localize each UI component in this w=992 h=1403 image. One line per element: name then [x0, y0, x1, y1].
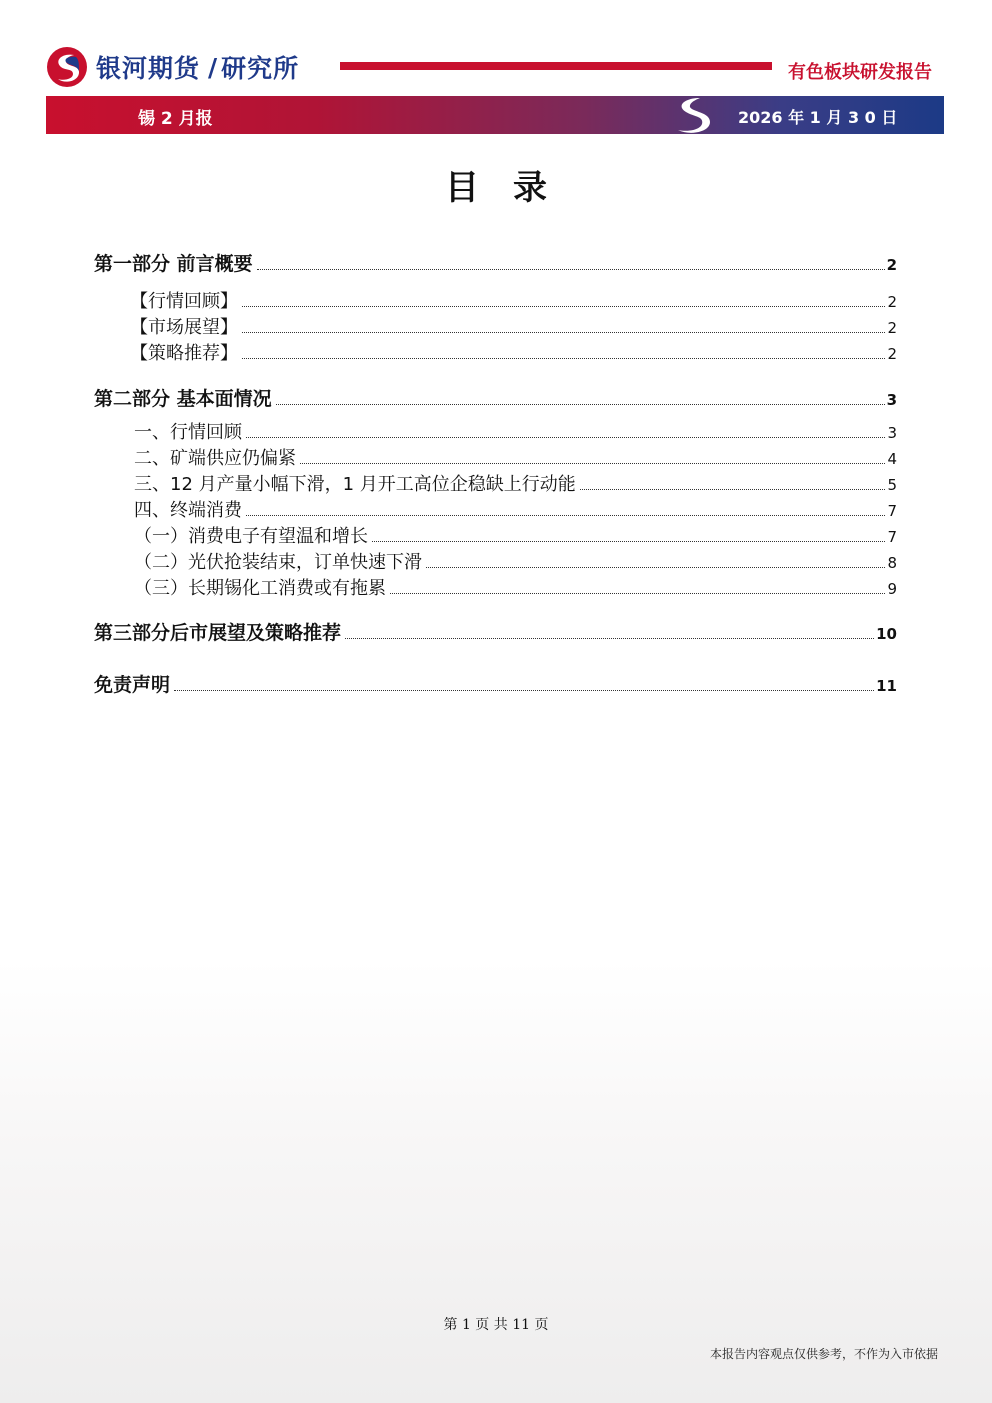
- toc-entry-strategy[interactable]: [130, 339, 897, 365]
- toc-leader: [246, 515, 885, 516]
- toc-label: 【市场展望】: [130, 317, 238, 338]
- toc-label: 【策略推荐】: [130, 343, 238, 364]
- toc-page-number: 2: [886, 256, 897, 274]
- toc-entry-subsection-2[interactable]: [134, 548, 897, 574]
- toc-leader: [390, 593, 885, 594]
- toc-entry-part3[interactable]: [94, 618, 897, 645]
- toc-label: （二）光伏抢装结束，订单快速下滑: [134, 552, 422, 573]
- toc-entry-part1[interactable]: [94, 249, 897, 276]
- toc-entry-market-review[interactable]: [130, 287, 897, 313]
- toc-leader: [276, 404, 885, 405]
- toc-label: 第三部分后市展望及策略推荐: [94, 622, 342, 644]
- toc-page-number: 9: [887, 580, 897, 598]
- toc-entry-section-4[interactable]: [134, 496, 897, 522]
- toc-entry-part2[interactable]: [94, 384, 897, 411]
- toc-label: 【行情回顾】: [130, 291, 238, 312]
- toc-label: （三）长期锡化工消费或有拖累: [134, 578, 386, 599]
- toc-label: 第二部分 基本面情况: [94, 388, 272, 410]
- report-category: 有色板块研发报告: [788, 62, 932, 83]
- galaxy-logo-icon: [46, 46, 88, 88]
- logo-separator: /: [208, 52, 218, 82]
- toc-entry-section-1[interactable]: [134, 418, 897, 444]
- toc-entry-section-3[interactable]: [134, 470, 897, 496]
- toc-page-number: 11: [876, 677, 897, 695]
- toc-entry-subsection-1[interactable]: [134, 522, 897, 548]
- toc-leader: [174, 690, 874, 691]
- toc-page-number: 5: [887, 476, 897, 494]
- toc-leader: [242, 332, 885, 333]
- page-footer-number: 第 1 页 共 11 页: [443, 1317, 549, 1333]
- toc-leader: [345, 638, 874, 639]
- company-logo: [46, 46, 299, 88]
- division-name: 研究所: [221, 54, 300, 83]
- header-band: [46, 96, 944, 134]
- toc-page-number: 7: [887, 528, 897, 546]
- toc-page-number: 3: [887, 424, 897, 442]
- toc-leader: [300, 463, 885, 464]
- toc-label: （一）消费电子有望温和增长: [134, 526, 368, 547]
- toc-label: 二、矿端供应仍偏紧: [134, 448, 296, 469]
- toc-label: 免责声明: [94, 674, 171, 696]
- toc-entry-subsection-3[interactable]: [134, 574, 897, 600]
- footer-disclaimer: 本报告内容观点仅供参考，不作为入市依据: [709, 1347, 938, 1361]
- toc-leader: [372, 541, 885, 542]
- toc-label: 三、12 月产量小幅下滑，1 月开工高位企稳缺上行动能: [134, 474, 576, 495]
- toc-page-number: 2: [887, 293, 897, 311]
- toc-label: 一、行情回顾: [134, 422, 242, 443]
- swoosh-icon: [670, 96, 714, 134]
- toc-leader: [257, 269, 885, 270]
- toc-page-number: 2: [887, 319, 897, 337]
- toc-title: 目录: [445, 168, 581, 208]
- toc-label: 四、终端消费: [134, 500, 242, 521]
- company-name: 银河期货: [96, 54, 201, 83]
- toc-page-number: 3: [886, 391, 897, 409]
- toc-page-number: 2: [887, 345, 897, 363]
- toc-page-number: 8: [887, 554, 897, 572]
- report-date: 2026 年 1 月 3 0 日: [738, 108, 898, 127]
- toc-leader: [242, 358, 885, 359]
- toc-leader: [426, 567, 885, 568]
- toc-entry-section-2[interactable]: [134, 444, 897, 470]
- toc-page-number: 4: [887, 450, 897, 468]
- toc-label: 第一部分 前言概要: [94, 253, 253, 275]
- toc-entry-market-outlook[interactable]: [130, 313, 897, 339]
- report-name: 锡 2 月报: [138, 109, 213, 129]
- toc-entry-disclaimer[interactable]: [94, 670, 897, 697]
- toc-leader: [246, 437, 885, 438]
- toc-page-number: 7: [887, 502, 897, 520]
- toc-leader: [242, 306, 885, 307]
- toc-page-number: 10: [876, 625, 897, 643]
- toc-leader: [580, 489, 886, 490]
- header-rule: [340, 62, 772, 70]
